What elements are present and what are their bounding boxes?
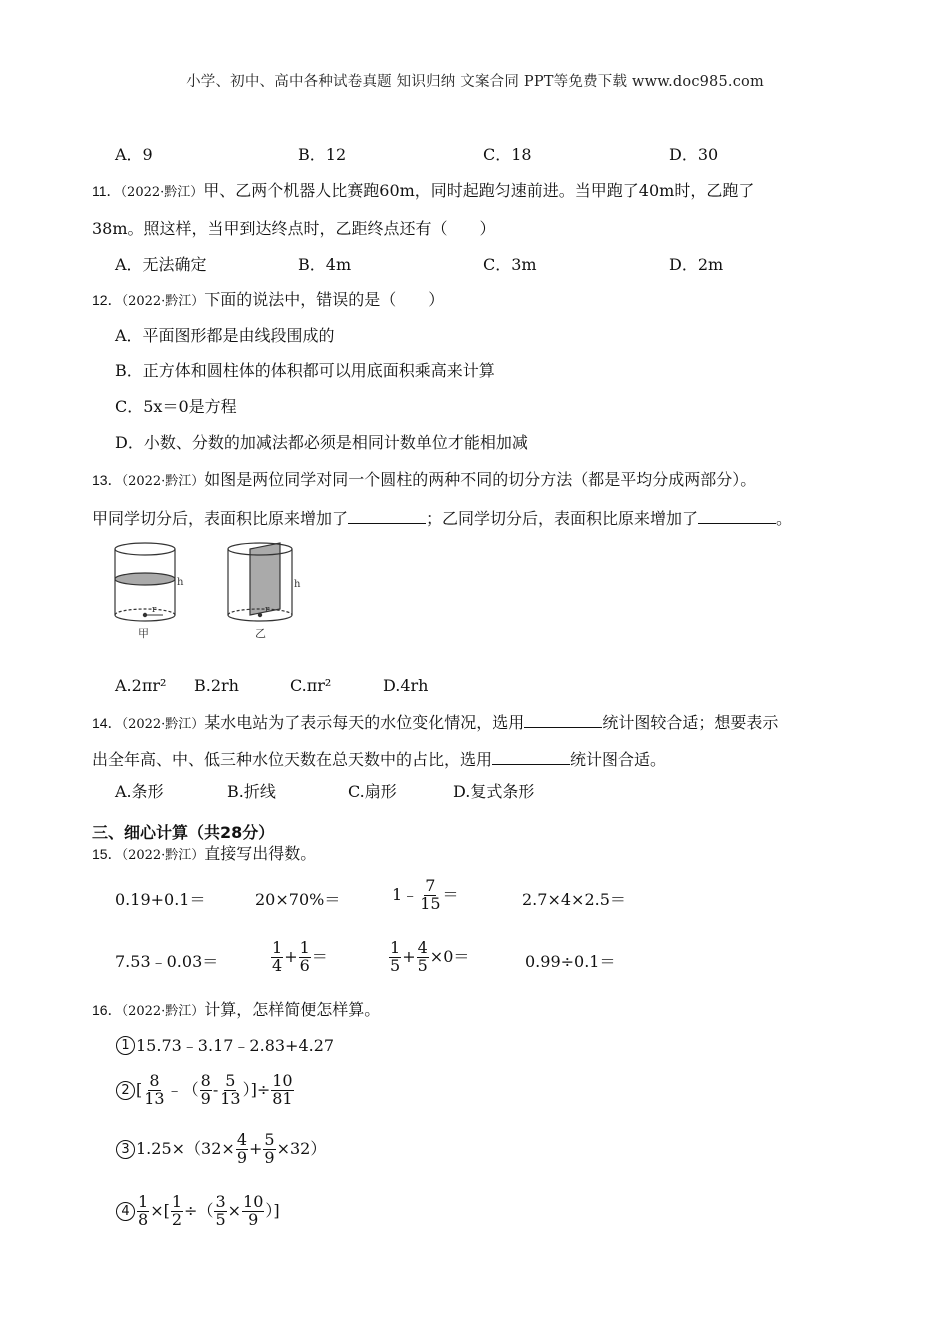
q12-number: 12． [92,292,122,308]
q14-option-a: A.条形 [115,782,164,801]
q16-calc-2: 2 [ $\frac{8}{13}$ ﹣（ $\frac{8}{9}$ - $\frac{5}{13}$ ）]÷ $\frac{10}{81}$ [116,1073,295,1108]
q16-calc-3: 3 1.25×（32× $\frac{4}{9}$ + $\frac{5}{9}$ ×32） [116,1132,326,1167]
q13-cylinder-figure [105,535,335,665]
q13-text-c: 。 [776,509,793,528]
q10-option-a: A．9 [115,145,153,164]
cylinder-jia-h: h [177,577,184,588]
cylinder-yi-h: h [294,579,301,590]
circled-number-1: 1 [116,1036,135,1055]
circled-number-3: 3 [116,1140,135,1159]
cylinder-yi [228,543,292,621]
cylinder-yi-r: r [265,605,270,615]
q11-text-line1: 甲、乙两个机器人比赛跑60m，同时起跑匀速前进。当甲跑了40m时，乙跑了 [203,181,755,200]
q13-option-a: A.2πr² [115,676,167,695]
q16-calc-1 [116,1036,334,1055]
section-3-title: 三、细心计算（共28分） [92,823,275,842]
q15-stem: 直接写出得数。 [204,844,317,863]
q11-line1 [92,183,754,199]
q13-line2 [92,509,792,527]
q11-option-c: C．3m [483,255,537,274]
q15-item-8: 0.99÷0.1＝ [525,952,616,971]
q11-text-line2: 38m。照这样，当甲到达终点时，乙距终点还有（ ） [92,219,496,238]
q16-stem: 计算，怎样简便怎样算。 [204,1000,381,1019]
q16-calc-4: 4 $\frac{1}{8}$ ×[ $\frac{1}{2}$ ÷（ $\frac{3}{5}$ × $\frac{10}{9}$ ）] [116,1194,280,1229]
q15-item-3 [392,878,459,913]
q15-item-1: 0.19+0.1＝ [115,890,206,909]
q12-source: （2022·黔江） [121,294,205,309]
q14-source: （2022·黔江） [121,717,205,732]
circled-number-2: 2 [116,1081,135,1100]
q15-item-3-fraction: $\frac{7}{15}$ [420,876,441,913]
q14-line1 [92,713,778,731]
q12-option-c: C．5x＝0是方程 [115,397,237,416]
cylinder-yi-label: 乙 [255,627,266,640]
q11-number: 11． [92,183,121,199]
q14-option-b: B.折线 [227,782,276,801]
q13-option-c: C.πr² [290,676,332,695]
q12-option-d: D．小数、分数的加减法都必须是相同计数单位才能相加减 [115,433,528,452]
q13-text-b: ；乙同学切分后，表面积比原来增加了 [426,509,699,528]
q13-text-line1: 如图是两位同学对同一个圆柱的两种不同的切分方法（都是平均分成两部分）。 [204,470,757,489]
q11-option-d: D．2m [669,255,724,274]
q10-option-d: D．30 [669,145,719,164]
q15-item-6: $\frac{1}{4}$ + $\frac{1}{6}$ ＝ [272,938,328,975]
q13-line1 [92,472,756,488]
q14-line2 [92,750,666,768]
q15-item-3-eq: ＝ [442,885,459,905]
q16-calc-1-expr: 15.73﹣3.17﹣2.83+4.27 [136,1035,335,1055]
q15-item-7-frac-b: $\frac{4}{5}$ [417,938,428,975]
q11-option-b: B．4m [298,255,352,274]
q15-item-2: 20×70%＝ [255,890,341,909]
q13-blank-1[interactable] [348,509,426,524]
q11-source: （2022·黔江） [120,185,204,200]
q10-option-b: B．12 [298,145,347,164]
q14-text-2a: 出全年高、中、低三种水位天数在总天数中的占比，选用 [92,750,493,769]
cylinder-jia [115,543,175,621]
q16-number: 16． [92,1002,122,1018]
q13-blank-2[interactable] [698,509,776,524]
q14-option-d: D.复式条形 [453,782,535,801]
q14-text-1a: 某水电站为了表示每天的水位变化情况，选用 [204,713,525,732]
q15-stem-line [92,846,316,862]
q13-option-d: D.4rh [383,676,429,695]
q14-blank-2[interactable] [492,750,570,765]
q12-stem: 下面的说法中，错误的是（ ） [204,290,445,309]
q14-text-1b: 统计图较合适；想要表示 [602,713,779,732]
cylinder-jia-r: r [152,605,157,615]
q15-item-3-whole: 1﹣ [392,885,419,905]
q15-item-4: 2.7×4×2.5＝ [522,890,626,909]
q15-source: （2022·黔江） [121,848,205,863]
q15-number: 15． [92,846,122,862]
q13-source: （2022·黔江） [121,474,205,489]
q10-option-c: C．18 [483,145,532,164]
cylinder-jia-label: 甲 [138,627,149,640]
q12-option-a: A．平面图形都是由线段围成的 [115,326,335,345]
q15-item-6-frac-a: $\frac{1}{4}$ [272,938,283,975]
q14-text-2b: 统计图合适。 [570,750,667,769]
q14-option-c: C.扇形 [348,782,397,801]
q13-option-b: B.2rh [194,676,239,695]
q13-text-a: 甲同学切分后，表面积比原来增加了 [92,509,349,528]
q14-blank-1[interactable] [524,713,602,728]
q16-stem-line [92,1002,380,1018]
q13-number: 13． [92,472,122,488]
page-header: 小学、初中、高中各种试卷真题 知识归纳 文案合同 PPT等免费下载 www.doc985.com [186,74,764,90]
q12-stem-line [92,292,444,308]
q15-item-5: 7.53﹣0.03＝ [115,952,219,971]
q12-option-b: B．正方体和圆柱体的体积都可以用底面积乘高来计算 [115,361,495,380]
circled-number-4: 4 [116,1202,135,1221]
q15-item-7-frac-a: $\frac{1}{5}$ [390,938,401,975]
q15-item-6-frac-b: $\frac{1}{6}$ [299,938,310,975]
q14-number: 14． [92,715,122,731]
q16-source: （2022·黔江） [121,1004,205,1019]
q15-item-7: $\frac{1}{5}$ + $\frac{4}{5}$ ×0＝ [390,938,470,975]
q11-option-a: A．无法确定 [115,255,207,274]
